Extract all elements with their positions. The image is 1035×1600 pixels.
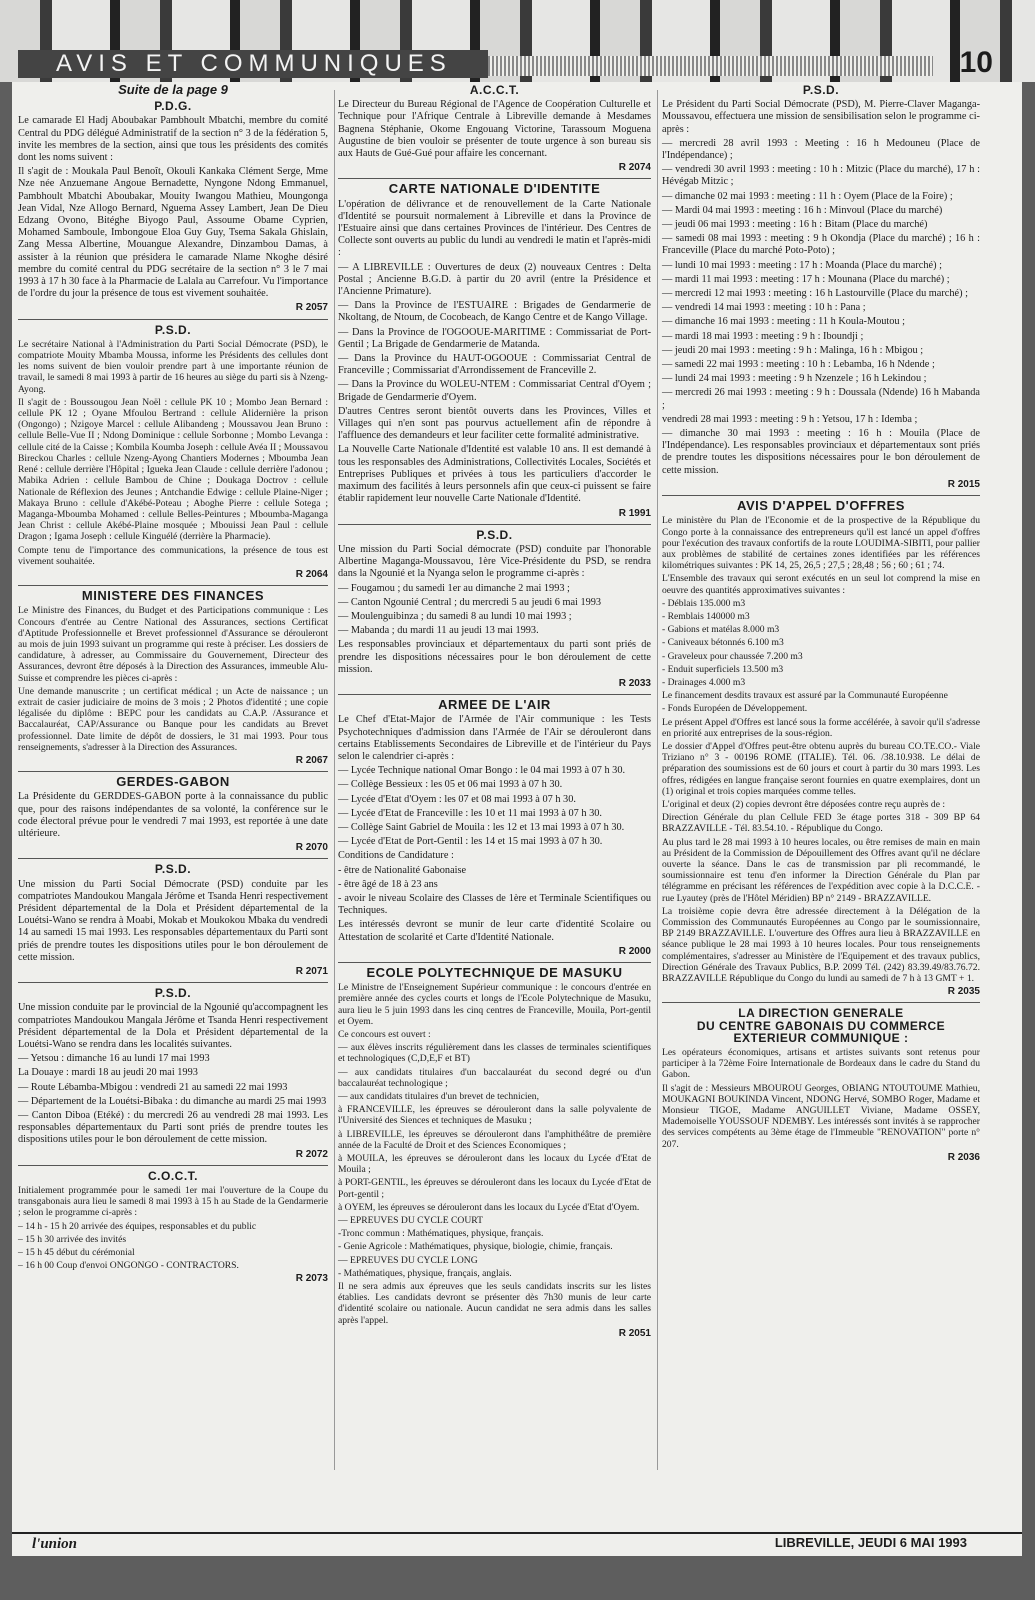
notice-title: P.S.D.: [476, 527, 513, 542]
conditions-list: [338, 865, 651, 918]
notice-ref: R 2036: [947, 1151, 980, 1163]
list-item: - Graveleux pour chaussée 7.200 m3: [662, 650, 803, 662]
notice-title: A.C.C.T.: [469, 83, 520, 97]
list-item: vendredi 28 mai 1993 : meeting : 9 h : Yetsou, 17 h : Idemba ;: [662, 413, 918, 425]
notice-text: La troisième copie devra être adressée directement à la Délégation de la Commission des Communautés Européennes au Congo par le soumissionnaire, BP 2149 BRAZZAVILLE. L'ouverture des Offres aura lieu à BRAZZAVILLE en séance publique le 28 mai 1993 à 10 heures locales. Pour tous renseignements complémentaires, s'adresser au Ministère de l'Equipement et des travaux publics, Direction Générale des Travaux Publics, B.P. 2099 Tél. (242) 83.39.49/83.76.72. BRAZZAVILLE République du Congo du lundi au samedi de 7 h à 13 GMT + 1.: [662, 905, 980, 985]
list-item: — Lycée d'Etat de Port-Gentil : les 14 et 15 mai 1993 à 07 h 30.: [338, 836, 603, 848]
list-item: — Fougamou ; du samedi 1er au dimanche 2 mai 1993 ;: [338, 582, 570, 594]
quantities-list: [662, 598, 980, 688]
list-item: — Collège Bessieux : les 05 et 06 mai 1993 à 07 h 30.: [338, 779, 563, 791]
notice-text: Le financement desdits travaux est assuré par la Communauté Européenne: [662, 690, 948, 702]
notice-text: Il s'agit de : Boussougou Jean Noël : cellule PK 10 ; Mombo Jean Bernard : cellule PK 12 ; Oyane Mfoulou Bertrand : cellule Alidernière la prison (Ongongo) ; Nzigoye Marcel : cellule Alibandeng ; Moussavou Jean Bruno : cellule Belle-Vue II ; Ndong Dominique : cellule Sorbonne ; Mombo Levanga : cellule cité de la Caisse ; Kombila Koumba Joseph : cellule Avéa II ; Moussavou Bireckou Charles : cellule Nzeng-Ayong Chantiers Modernes ; Mboumba Jean René : cellule derrière l'Hôpital ; Igueka Jean Claude : cellule derrière l'adonou ; Mabika Adrien : cellule Bambou de Chine ; Doukaga Doctrov : cellule Nationale de Réflexion des Jeunes ; Antchandie Edwige : cellule Plaine-Niger ; Makaya Bruno : cellule d'Akébé-Poteau ; Aboghe Pierre : cellule Sotega ; Maganga-Mboumba Mohamed : cellule Belles-Peintures ; Mboumba-Maganga Jean Christ : cellule Akébé-Plaine mosquée ; Mbouissi Jean Paul : cellule Dragon ; Igama Joseph : cellule Kinguélé (derrière la Pharmacie).: [18, 396, 328, 543]
notice-ref: R 2067: [295, 754, 328, 766]
notice-text: Les intéressés devront se munir de leur carte d'identité Scolaire ou Attestation de scolarité et Carte d'Identité Nationale.: [338, 919, 651, 943]
notice-ref: R 1991: [618, 507, 651, 519]
notice-ref: R 2074: [618, 162, 651, 174]
notice-title: P.S.D.: [154, 322, 192, 337]
list-item: — aux candidats titulaires d'un brevet de technicien,: [338, 1091, 539, 1103]
notice-text: D'autres Centres seront bientôt ouverts dans les Provinces, Villes et Villages qui n'en sont pas pourvus actuellement afin de répondre à l'affluence des demandeurs et leur faciliter cette formalité administrative.: [338, 405, 651, 442]
notice-text: Une demande manuscrite ; un certificat médical ; un Acte de naissance ; un extrait de casier judiciaire de moins de 3 mois ; 2 Photos d'identité ; une copie légalisée du diplôme : BEPC pour les candidats au C.A.P. /Assurance et Baccalauréat, CAP/Assurance ou Banque pour les candidats au Brevet professionnel. Date limite de dépôt de dossiers, le 31 mai 1993. Pour tous renseignements, s'adresser à la Direction des Assurances.: [18, 685, 328, 753]
notice-ref: R 2033: [618, 677, 651, 689]
notice-text: Le Ministre de l'Enseignement Supérieur communique : le concours d'entrée en première année des cycles courts et longs de l'Ecole Polytechnique de Masuku, aura lieu le 5 juin 1993 dans les cinq centres de Franceville, Mouila, Port-gentil et Oyem.: [338, 982, 651, 1027]
notice-ref: R 2057: [295, 302, 328, 314]
notice-text: Les responsables provinciaux et départementaux du parti sont priés de prendre les dispositions nécessaires pour le bon déroulement de cette mission.: [338, 639, 651, 675]
notice-text: Le Directeur du Bureau Régional de l'Agence de Coopération Culturelle et Technique pour l'Afrique Centrale à Libreville demande à Mesdames Bagnena Stéphanie, Okome Engouang Victorine, Tarassoum Moguena Augustine de bien vouloir se présenter de toute urgence à son bureau sis aux Hauts de Gué-Gué pour affaire les concernant.: [338, 99, 651, 160]
divider: [338, 524, 651, 525]
notice-text: L'opération de délivrance et de renouvellement de la Carte Nationale d'Identité se poursuit normalement à Libreville et dans la Province de l'Estuaire ainsi que dans certaines Provinces de l'intérieur. Des Centres de Collecte sont ouverts au public du lundi au vendredi le matin et l'après-midi :: [338, 198, 651, 259]
list-item: — Dans la Province du HAUT-OGOOUE : Commissariat Central de Franceville ; Commissariat d'Arrondissement de Franceville 2.: [338, 353, 651, 377]
list-item: — mercredi 12 mai 1993 : meeting : 16 h Lastourville (Place du marché) ;: [662, 288, 968, 300]
notice-text: Il s'agit de : Moukala Paul Benoît, Okouli Kankaka Clément Serge, Mme Nze née Anzuemane Angoue Bernadette, Nyngone Ndong Emmanuel, Pambhoult Mbatchi Aboubakar, Mouity Iwangou Mathieu, Moungonga Jean Vidal, Nze Allogo Bernard, Nguema Assey Lambert, Jean De Dieu Edzang Ovono, Bitéghe Biyogo Paul, Assoume Obame Cyprien, Mohamed Samboule, Imbongoue Eloa Guy Guy, Tsema Sakala Ghislain, Zang Messa Albertine, Mouangue Alexandre, Dinzambou Damas, à assister à la réunion que présidera le camarade Nlame Nkoghe désiré membre du comité central du PDG secrétaire de la section n° 3 le 7 mai 1993 à 17 h 30 face à la Pharmacie de Lalala au Carrefour. Vu l'importance de l'ordre du jour la présence de tous est vivement souhaitée.: [18, 166, 328, 300]
page-number: 10: [959, 46, 993, 79]
notice-text: Le Ministre des Finances, du Budget et des Participations communique : Les Concours d'entrée au Centre National des Assurances, sections Certificat d'Aptitude Professionnelle et Brevet professionnel d'Assurance se dérouleront au mois de juin 1993 suivant un programme qui reste à préciser. Les dossiers de candidature, à adresser, au Commissaire du Gouvernement, Directeur des Assurances, devront être déposés à la Direction des Assurances, immeuble Alu-Suisse et comprendre les pièces ci-après :: [18, 605, 328, 684]
test-schedule: [338, 765, 651, 848]
list-item: — Route Lébamba-Mbigou : vendredi 21 au samedi 22 mai 1993: [18, 1081, 288, 1093]
photo-background-bottom: [0, 1556, 1035, 1600]
notice-title: P.S.D.: [154, 986, 192, 1001]
list-item: – 14 h - 15 h 20 arrivée des équipes, responsables et du public: [18, 1220, 257, 1232]
notice-ref: R 2035: [947, 986, 980, 998]
newspaper-brand: l'union: [32, 1536, 78, 1552]
continued-note: Suite de la page 9: [118, 82, 228, 97]
divider: [18, 319, 328, 320]
list-item: à MOUILA, les épreuves se dérouleront dans les locaux du Lycée d'Etat de Mouila ;: [338, 1153, 651, 1176]
list-item: — lundi 10 mai 1993 : meeting : 17 h : Moanda (Place du marché) ;: [662, 259, 942, 271]
dateline: LIBREVILLE, JEUDI 6 MAI 1993: [774, 1535, 967, 1550]
list-item: – 16 h 00 Coup d'envoi ONGONGO - CONTRACTORS.: [18, 1260, 239, 1272]
schedule-list: [338, 583, 651, 638]
list-item: — samedi 08 mai 1993 : meeting : 9 h Okondja (Place du marché) ; 16 h : Franceville (Place du marché Poto-Poto) ;: [662, 233, 980, 257]
notice-text: Le Chef d'Etat-Major de l'Armée de l'Air communique : les Tests Psychotechniques d'admission dans l'Armée de l'Air se dérouleront dans certains Etablissements Secondaires de Libreville et de l'intérieur du Pays selon le calendrier ci-après :: [338, 714, 651, 762]
list-item: - Gabions et matélas 8.000 m3: [662, 624, 780, 636]
notice-text: Le présent Appel d'Offres est lancé sous la forme accélérée, à savoir qu'il s'adresse en priorité aux entreprises de la sous-région.: [662, 716, 980, 739]
eligibility-list: [338, 1042, 651, 1213]
list-item: à PORT-GENTIL, les épreuves se dérouleront dans les locaux du Lycée d'Etat de Port-gentil ;: [338, 1177, 651, 1200]
list-item: — dimanche 16 mai 1993 : meeting : 11 h Koula-Moutou ;: [662, 316, 905, 328]
divider: [662, 1002, 980, 1003]
list-item: — samedi 22 mai 1993 : meeting : 10 h : Lebamba, 16 h Ndende ;: [662, 359, 935, 371]
list-item: — Lycée d'Etat de Franceville : les 10 et 11 mai 1993 à 07 h 30.: [338, 807, 602, 819]
notice-title: LA DIRECTION GENERALE: [738, 1006, 904, 1021]
notice-text: — Canton Diboa (Etéké) : du mercredi 26 au vendredi 28 mai 1993. Les responsables départementaux du Parti sont priés de prendre toutes les dispositions utiles pour le bon déroulement de cette mission.: [18, 1110, 328, 1146]
divider: [338, 962, 651, 963]
header-rule: [488, 56, 933, 76]
notice-ref: R 2070: [295, 842, 328, 854]
cycle-heading: — EPREUVES DU CYCLE LONG: [338, 1254, 478, 1266]
divider: [338, 694, 651, 695]
list-item: — dimanche 02 mai 1993 : meeting : 11 h : Oyem (Place de la Foire) ;: [662, 190, 953, 202]
conditions-heading: Conditions de Candidature :: [338, 850, 454, 862]
list-item: — vendredi 14 mai 1993 : meeting : 10 h : Pana ;: [662, 302, 866, 314]
list-item: — lundi 24 mai 1993 : meeting : 9 h Nzenzele ; 16 h Lekindou ;: [662, 373, 927, 385]
notice-text: Le ministère du Plan de l'Economie et de la prospective de la République du Congo porte à la connaissance des entrepreneurs qu'il est lancé un appel d'offres pour l'exécution des travaux confortifs de la route LOUDIMA-SIBITI, pour pallier aux problèmes de stabilité de certaines zones identifiées par les références kilométriques suivantes : PK 14, 25, 26,5 ; 27,5 ; 28,48 ; 56 ; 60 ; 61 ; 74.: [662, 515, 980, 572]
notice-text: Ce concours est ouvert :: [338, 1029, 431, 1041]
list-item: - Drainages 4.000 m3: [662, 676, 746, 688]
list-item: — vendredi 30 avril 1993 : meeting : 10 h : Mitzic (Place du marché), 17 h : Hévégab Mitzic ;: [662, 164, 980, 188]
notice-title: GERDES-GABON: [116, 774, 230, 790]
list-item: — mercredi 26 mai 1993 : meeting : 9 h : Doussala (Ndende) 16 h Mabanda ;: [662, 387, 980, 411]
list-item: — Dans la Province du WOLEU-NTEM : Commissariat Central d'Oyem ; Brigade de Gendarmerie d'Oyem.: [338, 379, 651, 403]
notice-title: EXTERIEUR COMMUNIQUE :: [733, 1030, 909, 1045]
column-2: [338, 80, 651, 1343]
notice-text: L'original et deux (2) copies devront être déposées contre reçu auprès de :: [662, 798, 946, 810]
list-item: - être de Nationalité Gabonaise: [338, 864, 467, 876]
schedule-list: [18, 1221, 328, 1272]
notice-title: AVIS D'APPEL D'OFFRES: [737, 498, 905, 514]
section-banner: AVIS ET COMMUNIQUES: [18, 50, 488, 78]
list-item: La Douaye : mardi 18 au jeudi 20 mai 1993: [18, 1067, 198, 1079]
notice-text: Une mission du Parti Social démocrate (PSD) conduite par l'honorable Albertine Maganga-Moussavou, 1ère Vice-Présidente du PSD, se rendra dans la Ngounié et la Nyanga selon le programme ci-après :: [338, 543, 651, 580]
list-item: à LIBREVILLE, les épreuves se dérouleront dans l'amphithéâtre de première année de la Faculté de Droit et des Sciences Economiques ;: [338, 1128, 651, 1151]
list-item: — A LIBREVILLE : Ouvertures de deux (2) nouveaux Centres : Delta Postal ; Ancienne B.G.D. à partir du 20 avril (entre la Présidence et l'Ancienne Primature).: [338, 261, 651, 298]
divider: [18, 1165, 328, 1166]
divider: [18, 585, 328, 586]
notice-ref: R 2051: [618, 1327, 651, 1339]
notice-text: Le camarade El Hadj Aboubakar Pambhoult Mbatchi, membre du comité Central du PDG délégué Administratif de la section n° 3 de la fédération 5, invite les membres de la section, ainsi que tous les présidents des comités dont les noms suivent :: [18, 115, 328, 164]
list-item: — aux candidats titulaires d'un baccalauréat du second degré ou d'un baccalauréat technologique ;: [338, 1066, 651, 1089]
list-item: — mardi 11 mai 1993 : meeting : 17 h : Mounana (Place du marché) ;: [662, 273, 950, 285]
centre-list: [338, 262, 651, 404]
divider: [18, 771, 328, 772]
divider: [18, 982, 328, 983]
list-item: - avoir le niveau Scolaire des Classes de 1ère et Terminale Scientifiques ou Techniques.: [338, 892, 651, 917]
notice-title: CARTE NATIONALE D'IDENTITE: [388, 181, 601, 197]
list-item: — jeudi 20 mai 1993 : meeting : 9 h : Malinga, 16 h : Mbigou ;: [662, 344, 924, 356]
cycle-heading: — EPREUVES DU CYCLE COURT: [338, 1215, 483, 1227]
notice-ref: R 2072: [295, 1148, 328, 1160]
list-item: — aux élèves inscrits régulièrement dans les classes de terminales scientifiques et technologiques (C,D,E,F et BT): [338, 1042, 651, 1065]
notice-title: ARMEE DE L'AIR: [438, 697, 551, 713]
list-item: — Mabanda ; du mardi 11 au jeudi 13 mai 1993.: [338, 625, 539, 637]
list-item: — Dans la Province de l'OGOOUE-MARITIME : Commissariat de Port-Gentil ; La Brigade de Gendarmerie de Matanda.: [338, 326, 651, 350]
notice-text: - Fonds Européen de Développement.: [662, 703, 808, 715]
list-item: — Collège Saint Gabriel de Mouila : les 12 et 13 mai 1993 à 07 h 30.: [338, 821, 625, 833]
notice-text: — dimanche 30 mai 1993 : meeting : 16 h : Mouila (Place de l'Indépendance). Les responsables provinciaux et départementaux sont priés de prendre toutes les dispositions nécessaires pour le bon déroulement de cette mission.: [662, 428, 980, 476]
divider: [18, 858, 328, 859]
notice-text: Compte tenu de l'importance des communications, la présence de tous est vivement souhaitée.: [18, 544, 328, 567]
list-item: — jeudi 06 mai 1993 : meeting : 16 h : Bitam (Place du marché): [662, 219, 928, 231]
page-header: [18, 46, 993, 84]
notice-text: Initialement programmée pour le samedi 1er mai l'ouverture de la Coupe du transgabonais aura lieu le samedi 8 mai 1993 à 15 h au Stade de la Gendarmerie ; selon le programme ci-après :: [18, 1185, 328, 1219]
list-item: — Canton Ngounié Central ; du mercredi 5 au jeudi 6 mai 1993: [338, 596, 602, 608]
notice-title: P.S.D.: [154, 862, 192, 877]
notice-text: - Genie Agricole : Mathématiques, physique, biologie, chimie, français.: [338, 1241, 613, 1253]
notice-text: La Nouvelle Carte Nationale d'Identité est valable 10 ans. Il est demandé à tous les responsables des Administrations, Collectivités Locales, Sociétés et Entreprises Publiques et privées à tous les particuliers d'accorder le maximum des facilités à leurs personnels afin que ceux-ci puissent se faire établir rapidement leur nouvelle Carte Nationale d'Identité.: [338, 444, 651, 505]
notice-text: La Présidente du GERDDES-GABON porte à la connaissance du public que, pour des raisons indépendantes de sa volonté, la conférence sur le code électoral prévue pour le vendredi 7 mai 1993, est reportée à une date ultérieure.: [18, 791, 328, 839]
list-item: — Lycée d'Etat d'Oyem : les 07 et 08 mai 1993 à 07 h 30.: [338, 793, 576, 805]
list-item: - Déblais 135.000 m3: [662, 597, 746, 609]
notice-text: L'Ensemble des travaux qui seront exécutés en un seul lot comprend la mise en oeuvre des quantités approximatives suivantes :: [662, 573, 980, 596]
list-item: à OYEM, les épreuves se dérouleront dans les locaux du Lycée d'Etat d'Oyem.: [338, 1201, 640, 1213]
list-item: — Yetsou : dimanche 16 au lundi 17 mai 1993: [18, 1053, 210, 1065]
notice-text: Les opérateurs économiques, artisans et artistes suivants sont retenus pour participer à la 72ème Foire Internationale de Bordeaux dans le cadre du Stand du Gabon.: [662, 1047, 980, 1081]
list-item: — Dans la Province de l'ESTUAIRE : Brigades de Gendarmerie de Nkoltang, de Ntoum, de Cocobeach, de Kango Centre et de Kango Village.: [338, 300, 651, 324]
notice-title: DU CENTRE GABONAIS DU COMMERCE: [696, 1018, 946, 1033]
notice-text: Le secrétaire National à l'Administration du Parti Social Démocrate (PSD), le compatriote Mouity Mbamba Moussa, informe les Présidents des cellules dont les noms suivent de bien vouloir prendre part à une importante réunion de travail, le samedi 8 mai 1993 à partir de 16 heures au siège du parti sis à Nzeng-Ayong.: [18, 338, 328, 395]
notice-title: P.D.G.: [154, 99, 192, 114]
column-1: [18, 82, 328, 1289]
notice-ref: R 2000: [618, 945, 651, 957]
page-footer: [12, 1532, 1022, 1554]
column-divider: [657, 90, 658, 1470]
list-item: — Mardi 04 mai 1993 : meeting : 16 h : Minvoul (Place du marché): [662, 204, 943, 216]
notice-text: Direction Générale du plan Cellule FED 3e étage portes 318 - 309 BP 64 BRAZZAVILLE - Tél. 83.54.10. - République du Congo.: [662, 812, 980, 835]
list-item: — Département de la Louétsi-Bibaka : du dimanche au mardi 25 mai 1993: [18, 1095, 327, 1107]
list-item: — Moulenguibinza ; du samedi 8 au lundi 10 mai 1993 ;: [338, 610, 572, 622]
notice-text: -Tronc commun : Mathématiques, physique, français.: [338, 1228, 544, 1240]
notice-title: MINISTERE DES FINANCES: [81, 588, 265, 604]
list-item: - Enduit superficiels 13.500 m3: [662, 663, 784, 675]
divider: [338, 178, 651, 179]
notice-text: Au plus tard le 28 mai 1993 à 10 heures locales, ou être remises de main en main au Président de la Commission de Dépouillement des Offres avant qu'il ne déclare ouverte la séance. Dans le cas de transmission par pli recommandé, le soumissionnaire est tenu d'en informer la Direction Générale du Plan par télégramme en précisant les références de l'expédition avec copie à la D.C.C.E. - rue Lyautey (près de l'Hôtel Méridien) BP n° 2149 - BRAZZAVILLE.: [662, 836, 980, 904]
divider: [662, 495, 980, 496]
notice-text: Il ne sera admis aux épreuves que les seuls candidats inscrits sur les listes établies. Les candidats devront se présenter dès 7h30 munis de leur carte d'identité scolaire ou nationale. Aucun candidat ne sera admis dans les salles après l'appel.: [338, 1281, 651, 1326]
list-item: – 15 h 45 début du cérémonial: [18, 1247, 135, 1259]
list-item: — mercredi 28 avril 1993 : Meeting : 16 h Medouneu (Place de l'Indépendance) ;: [662, 137, 980, 162]
notice-ref: R 2015: [947, 478, 980, 490]
notice-ref: R 2073: [295, 1273, 328, 1285]
notice-text: - Mathématiques, physique, français, anglais.: [338, 1267, 512, 1279]
notice-text: Le Président du Parti Social Démocrate (PSD), M. Pierre-Claver Maganga-Moussavou, effectuera une mission de sensibilisation selon le programme ci-après :: [662, 99, 980, 135]
list-item: - être âgé de 18 à 23 ans: [338, 878, 438, 890]
notice-text: Une mission conduite par le provincial de la Ngounié qu'accompagnent les compatriotes Mandoukou Mangala Jérôme et Tsanda Henri respectivement Président départemental de la Dola et Président départemental de la Louétsi-Wano se rendra dans les localités suivantes.: [18, 1002, 328, 1051]
notice-ref: R 2064: [295, 568, 328, 580]
notice-text: Une mission du Parti Social Démocrate (PSD) conduite par les compatriotes Mandoukou Mangala Jérôme et Tsanda Henri respectivement Président départemental de la Dola et Président départemental de la Louétsi-Wano se rendra à Moabi, Mokab et Moukokou Mbaka du vendredi 14 au samedi 15 mai 1993. Les responsables départementaux du Parti sont priés de prendre toutes les dispositions utiles pour le bon déroulement de cette mission.: [18, 878, 328, 963]
list-item: - Caniveaux bétonnés 6.100 m3: [662, 637, 784, 649]
notice-title: P.S.D.: [802, 83, 840, 97]
list-item: — mardi 18 mai 1993 : meeting : 9 h : Iboundji ;: [662, 330, 864, 342]
column-divider: [334, 90, 335, 1470]
list-item: — Lycée Technique national Omar Bongo : le 04 mai 1993 à 07 h 30.: [338, 765, 626, 777]
notice-title: ECOLE POLYTECHNIQUE DE MASUKU: [366, 965, 623, 980]
schedule-list: [18, 1053, 328, 1108]
notice-title: C.O.C.T.: [147, 1168, 198, 1183]
list-item: - Remblais 140000 m3: [662, 610, 750, 622]
notice-text: Le dossier d'Appel d'Offres peut-être obtenu auprès du bureau CO.TE.CO.- Viale Triziano n° 3 - 00196 ROME (ITALIE). Tél. 06. /38.10.938. Le délai de préparation des soumissions est de 60 jours et court à partir du 30 mars 1993. Les offres, rédigées en langue française seront fournies en quatre exemplaires, dont un (1) original et trois copies marquées comme telles.: [662, 740, 980, 797]
meeting-schedule: [662, 138, 980, 426]
list-item: – 15 h 30 arrivée des invités: [18, 1233, 127, 1245]
list-item: à FRANCEVILLE, les épreuves se dérouleront dans la salle polyvalente de l'Université des Siences et techniques de Masuku ;: [338, 1104, 651, 1127]
notice-ref: R 2071: [295, 966, 328, 978]
notice-text: Il s'agit de : Messieurs MBOUROU Georges, OBIANG NTOUTOUME Mathieu, MOUKAGNI BOUKINDA Vincent, NDONG Hervé, SOMBO Roger, Madame et Monsieur TIGOE, Madame ANGUILLET Viviane, Madame OSSEY, Mademoiselle YOUSSOUF NDEMBY. Les intéressés sont invités à se rapprocher des services compétents au 3ème étage de l'Immeuble "RENOVATION" porte n° 207.: [662, 1082, 980, 1150]
column-3: [662, 80, 980, 1167]
